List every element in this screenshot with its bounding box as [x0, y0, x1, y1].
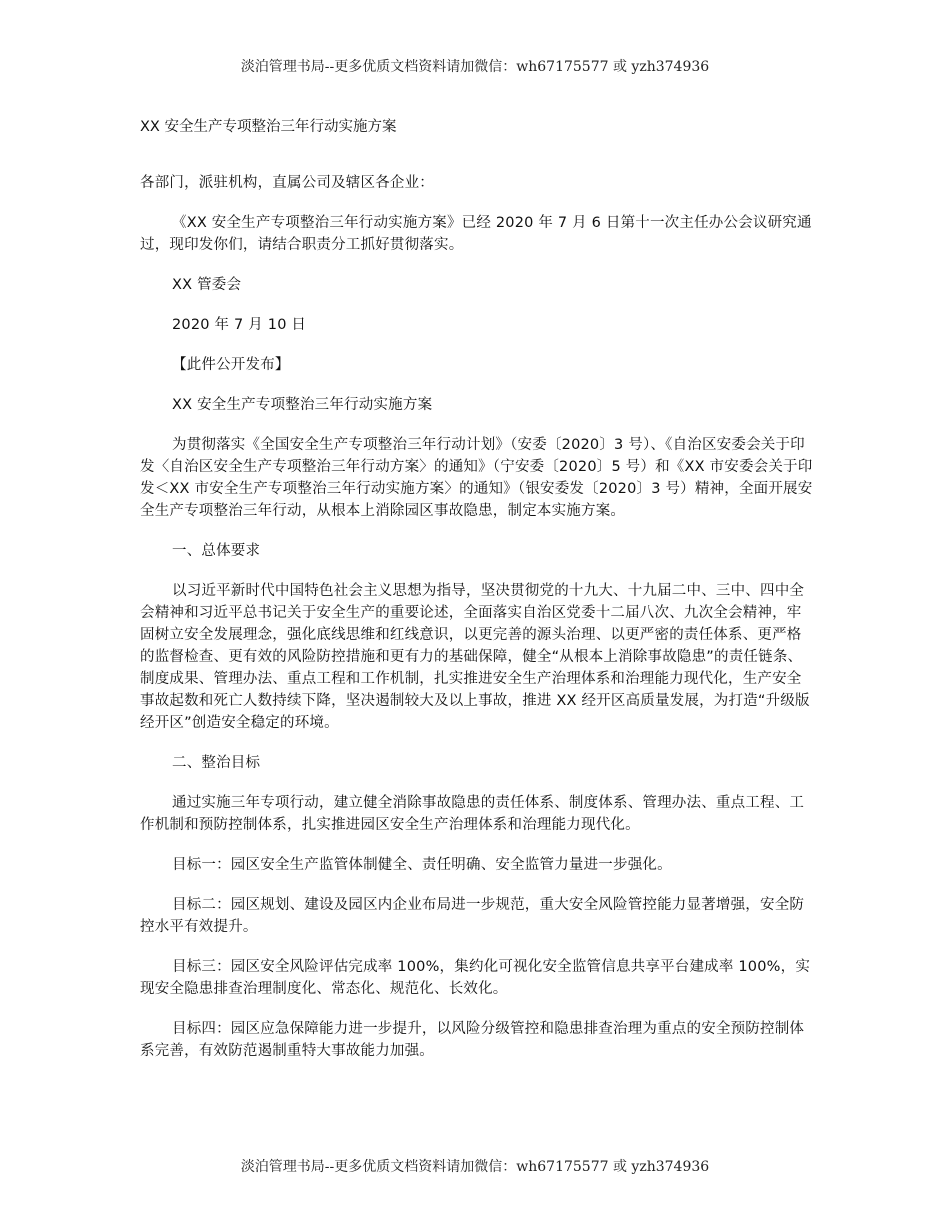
- section-heading-general-requirements: 一、总体要求: [172, 543, 261, 559]
- publication-note: 【此件公开发布】: [172, 357, 290, 373]
- section-heading-targets: 二、整治目标: [172, 755, 261, 771]
- issue-date: 2020 年 7 月 10 日: [172, 317, 307, 333]
- notice-paragraph: 《XX 安全生产专项整治三年行动实施方案》已经 2020 年 7 月 6 日第十一次主任办公会议研究通过，现印发你们，请结合职责分工抓好贯彻落实。: [140, 215, 812, 253]
- plan-title: XX 安全生产专项整治三年行动实施方案: [172, 397, 433, 413]
- intro-paragraph: 为贯彻落实《全国安全生产专项整治三年行动计划》（安委〔2020〕3 号）、《自治区安委会关于印发〈自治区安全生产专项整治三年行动方案〉的通知》（宁安委〔2020〕5 号）和《XX 市安委会关于印发＜XX 市安全生产专项整治三年行动实施方案〉的通知》（银安委发〔2020〕3 号）精神，全面开展安全生产专项整治三年行动，从根本上消除园区事故隐患，制定本实施方案。: [140, 437, 813, 519]
- document-body: [140, 172, 815, 1080]
- page-footer: 淡泊管理书局--更多优质文档资料请加微信：wh67175577 或 yzh374936: [240, 1159, 710, 1175]
- document-title: XX 安全生产专项整治三年行动实施方案: [140, 119, 397, 135]
- target-two: 目标二：园区规划、建设及园区内企业布局进一步规范，重大安全风险管控能力显著增强，安全防控水平有效提升。: [140, 897, 805, 935]
- page-header: 淡泊管理书局--更多优质文档资料请加微信：wh67175577 或 yzh374936: [240, 59, 710, 75]
- targets-intro-paragraph: 通过实施三年专项行动，建立健全消除事故隐患的责任体系、制度体系、管理办法、重点工程、工作机制和预防控制体系，扎实推进园区安全生产治理体系和治理能力现代化。: [140, 795, 805, 833]
- salutation: 各部门，派驻机构，直属公司及辖区各企业：: [140, 175, 434, 191]
- target-four: 目标四：园区应急保障能力进一步提升，以风险分级管控和隐患排查治理为重点的安全预防控制体系完善，有效防范遏制重特大事故能力加强。: [140, 1021, 805, 1059]
- target-one: 目标一：园区安全生产监管体制健全、责任明确、安全监管力量进一步强化。: [172, 857, 672, 873]
- target-three: 目标三：园区安全风险评估完成率 100%，集约化可视化安全监管信息共享平台建成率 100%，实现安全隐患排查治理制度化、常态化、规范化、长效化。: [140, 959, 811, 997]
- issuer: XX 管委会: [172, 277, 242, 293]
- general-requirements-paragraph: 以习近平新时代中国特色社会主义思想为指导，坚决贯彻党的十九大、十九届二中、三中、四中全会精神和习近平总书记关于安全生产的重要论述，全面落实自治区党委十二届八次、九次全会精神，牢固树立安全发展理念，强化底线思维和红线意识，以更完善的源头治理、以更严密的责任体系、更严格的监督检查、更有效的风险防控措施和更有力的基础保障，健全“从根本上消除事故隐患”的责任链条、制度成果、管理办法、重点工程和工作机制，扎实推进安全生产治理体系和治理能力现代化，生产安全事故起数和死亡人数持续下降，坚决遏制较大及以上事故，推进 XX 经开区高质量发展，为打造“升级版经开区”创造安全稳定的环境。: [140, 583, 810, 731]
